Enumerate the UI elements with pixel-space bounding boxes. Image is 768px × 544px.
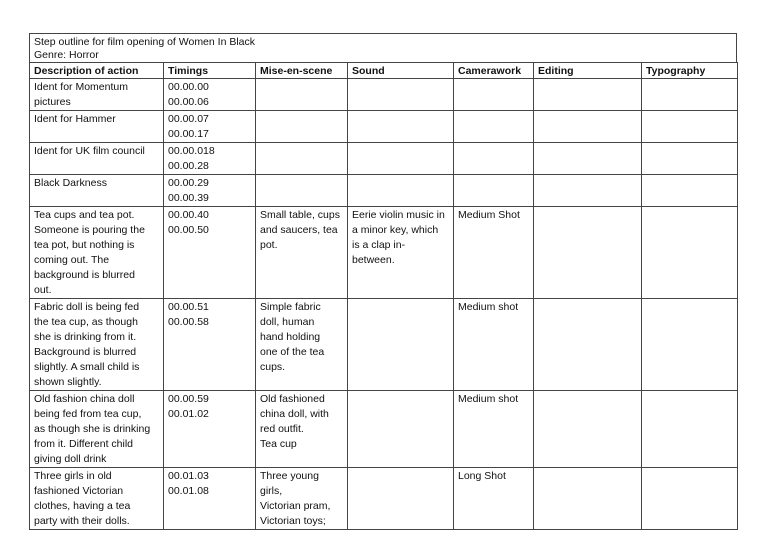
table-row: [30, 79, 738, 111]
camerawork-cell: [454, 143, 534, 175]
camerawork-cell: [454, 79, 534, 111]
camerawork-cell: Medium Shot: [454, 207, 534, 299]
editing-cell: [534, 299, 642, 391]
action-cell: Three girls in old fashioned Victorian clothes, having a tea party with their dolls.: [30, 468, 164, 530]
table-row: [30, 175, 738, 207]
typography-cell: [642, 391, 738, 468]
table-header-row: [30, 63, 738, 79]
mise-en-scene-cell: Small table, cups and saucers, tea pot.: [256, 207, 348, 299]
sound-cell: [348, 299, 454, 391]
table-row: [30, 391, 738, 468]
editing-cell: [534, 391, 642, 468]
typography-cell: [642, 175, 738, 207]
column-header: Mise-en-scene: [256, 63, 348, 79]
column-header: Camerawork: [454, 63, 534, 79]
sound-cell: [348, 79, 454, 111]
document-header: [29, 33, 737, 62]
document-title: Step outline for film opening of Women In Black: [34, 36, 256, 48]
table-row: [30, 111, 738, 143]
action-cell: Ident for Momentum pictures: [30, 79, 164, 111]
timings-cell: 00.00.018 00.00.28: [164, 143, 256, 175]
sound-cell: [348, 391, 454, 468]
typography-cell: [642, 143, 738, 175]
camerawork-cell: [454, 111, 534, 143]
editing-cell: [534, 111, 642, 143]
mise-en-scene-cell: Old fashioned china doll, with red outfit. Tea cup: [256, 391, 348, 468]
timings-cell: 00.00.40 00.00.50: [164, 207, 256, 299]
editing-cell: [534, 175, 642, 207]
editing-cell: [534, 468, 642, 530]
step-outline-document: [29, 33, 737, 530]
camerawork-cell: Medium shot: [454, 299, 534, 391]
action-cell: Fabric doll is being fed the tea cup, as though she is drinking from it. Background is blurred slightly. A small child is shown slightly.: [30, 299, 164, 391]
mise-en-scene-cell: [256, 111, 348, 143]
timings-cell: 00.00.51 00.00.58: [164, 299, 256, 391]
camerawork-cell: Long Shot: [454, 468, 534, 530]
mise-en-scene-cell: [256, 143, 348, 175]
timings-cell: 00.00.07 00.00.17: [164, 111, 256, 143]
sound-cell: [348, 468, 454, 530]
editing-cell: [534, 207, 642, 299]
action-cell: Ident for UK film council: [30, 143, 164, 175]
column-header: Typography: [642, 63, 738, 79]
editing-cell: [534, 79, 642, 111]
step-outline-table: [29, 62, 738, 530]
camerawork-cell: [454, 175, 534, 207]
camerawork-cell: Medium shot: [454, 391, 534, 468]
mise-en-scene-cell: [256, 175, 348, 207]
typography-cell: [642, 207, 738, 299]
timings-cell: 00.00.59 00.01.02: [164, 391, 256, 468]
timings-cell: 00.00.00 00.00.06: [164, 79, 256, 111]
mise-en-scene-cell: Simple fabric doll, human hand holding one of the tea cups.: [256, 299, 348, 391]
sound-cell: [348, 143, 454, 175]
genre-label: Genre: Horror: [34, 49, 99, 61]
typography-cell: [642, 111, 738, 143]
sound-cell: [348, 111, 454, 143]
column-header: Description of action: [30, 63, 164, 79]
column-header: Sound: [348, 63, 454, 79]
timings-cell: 00.01.03 00.01.08: [164, 468, 256, 530]
action-cell: Tea cups and tea pot. Someone is pouring the tea pot, but nothing is coming out. The background is blurred out.: [30, 207, 164, 299]
timings-cell: 00.00.29 00.00.39: [164, 175, 256, 207]
table-row: [30, 468, 738, 530]
sound-cell: [348, 175, 454, 207]
sound-cell: Eerie violin music in a minor key, which is a clap in- between.: [348, 207, 454, 299]
action-cell: Black Darkness: [30, 175, 164, 207]
table-row: [30, 299, 738, 391]
action-cell: Ident for Hammer: [30, 111, 164, 143]
mise-en-scene-cell: [256, 79, 348, 111]
table-row: [30, 143, 738, 175]
action-cell: Old fashion china doll being fed from tea cup, as though she is drinking from it. Different child giving doll drink: [30, 391, 164, 468]
column-header: Editing: [534, 63, 642, 79]
column-header: Timings: [164, 63, 256, 79]
table-row: [30, 207, 738, 299]
typography-cell: [642, 299, 738, 391]
editing-cell: [534, 143, 642, 175]
typography-cell: [642, 468, 738, 530]
mise-en-scene-cell: Three young girls, Victorian pram, Victorian toys;: [256, 468, 348, 530]
table-body: [30, 79, 738, 530]
typography-cell: [642, 79, 738, 111]
